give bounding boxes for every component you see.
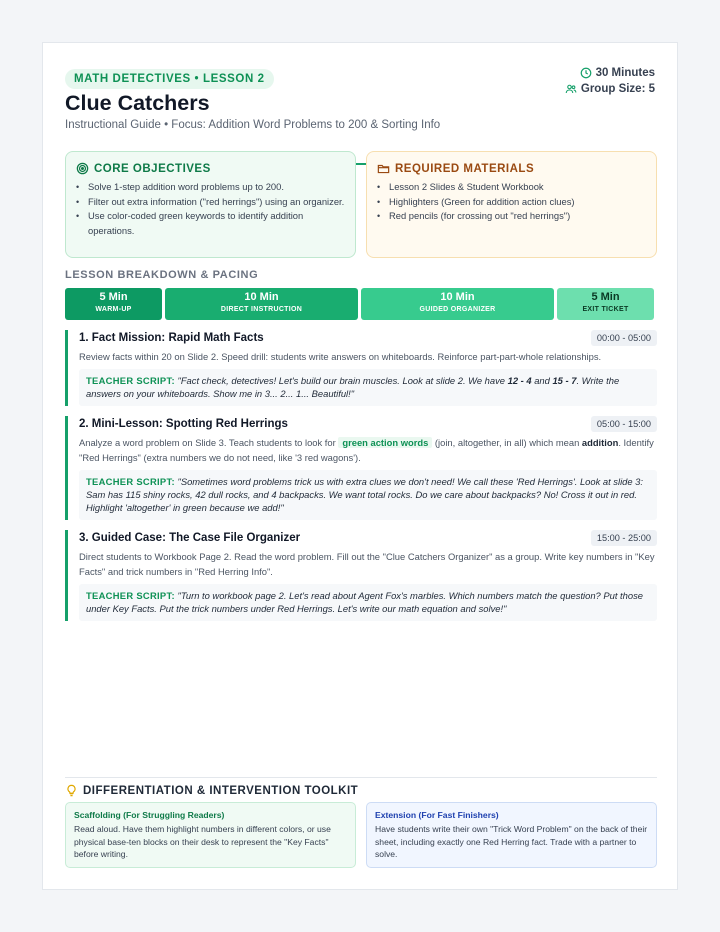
materials-heading [377,162,646,175]
step-title: 1. Fact Mission: Rapid Math Facts [79,332,264,344]
scaffolding-card [65,802,356,868]
page-title: Clue Catchers [65,91,210,115]
script-emphasis: 12 - 4 [507,375,532,386]
group-size-text: Group Size: 5 [580,83,655,95]
objectives-card [65,151,356,258]
folder-icon [377,162,390,175]
pacing-label: LESSON BREAKDOWN & PACING [65,269,259,281]
desc-text: (join, altogether, in all) which mean [432,437,582,448]
pacing-segment-direct-instruction [165,288,358,320]
teacher-script [79,369,657,406]
segment-minutes: 10 Min [440,291,475,303]
step-title: 2. Mini-Lesson: Spotting Red Herrings [79,418,288,430]
objectives-list [76,180,345,238]
step-mini-lesson [65,416,657,520]
objectives-title: CORE OBJECTIVES [94,162,211,175]
script-label: TEACHER SCRIPT: [86,375,175,386]
script-text: "Fact check, detectives! Let's build our brain muscles. Look at slide 2. We have [177,375,508,386]
group-size-row [565,81,655,97]
objectives-materials [65,151,657,258]
duration-text: 30 Minutes [595,67,655,79]
target-icon [76,162,89,175]
extension-card [366,802,657,868]
lesson-meta [565,65,655,97]
desc-text: . Identify "Red Herrings" (extra numbers we do not need, like '3 red wagons'). [79,437,654,463]
time-badge: 15:00 - 25:00 [591,530,657,546]
pacing-segment-guided-organizer [361,288,554,320]
desc-text: Analyze a word problem on Slide 3. Teach students to look for [79,437,339,448]
segment-label: EXIT TICKET [582,306,629,313]
series-pill: MATH DETECTIVES • LESSON 2 [65,69,274,89]
script-label: TEACHER SCRIPT: [86,476,175,487]
list-item: • Lesson 2 Slides & Student Workbook [377,180,646,195]
list-item: • Red pencils (for crossing out "red herrings") [377,209,646,224]
materials-card [366,151,657,258]
segment-label: WARM-UP [95,306,132,313]
segment-label: DIRECT INSTRUCTION [220,306,303,313]
step-fact-mission [65,330,657,406]
scaffolding-title: Scaffolding (For Struggling Readers) [74,810,225,820]
pacing-segment-exit-ticket [557,288,654,320]
lesson-plan-page [42,42,678,890]
extension-body: Have students write their own "Trick Word Problem" on the back of their sheet, including exactly one Red Herring fact. Trade with a partner to solve. [375,824,648,859]
step-header [79,416,657,433]
script-text: "Turn to workbook page 2. Let's read about Agent Fox's marbles. Which numbers match the question? Put those under Key Facts. Put the trick numbers under Red Herrings. Let's write our math equation and solve!" [86,590,643,614]
list-item: • Use color-coded green keywords to identify addition operations. [76,209,345,238]
pacing-segment-warm-up [65,288,162,320]
teacher-script [79,584,657,621]
materials-title: REQUIRED MATERIALS [395,162,535,175]
step-description: Review facts within 20 on Slide 2. Speed drill: students write answers on whiteboards. Reinforce part-part-whole relationships. [79,351,602,362]
toolkit-divider [65,777,657,778]
duration-row [565,65,655,81]
step-guided-case [65,530,657,621]
materials-list [377,180,646,224]
scaffolding-body: Read aloud. Have them highlight numbers in different colors, or use physical base-ten blocks on their desk to represent the "Key Facts" before writing. [74,824,331,859]
script-emphasis: 15 - 7 [552,375,577,386]
segment-minutes: 5 Min [99,291,128,303]
page-subtitle: Instructional Guide • Focus: Addition Word Problems to 200 & Sorting Info [65,119,441,131]
list-item: • Solve 1-step addition word problems up to 200. [76,180,345,195]
time-badge: 00:00 - 05:00 [591,330,657,346]
keyword-highlight: green action words [338,437,432,448]
script-text: . Write the answers on your whiteboards. Show me in 3... 2... 1... Beautiful!" [86,375,620,399]
script-label: TEACHER SCRIPT: [86,590,175,601]
step-description [79,435,657,465]
segment-label: GUIDED ORGANIZER [419,306,496,313]
clock-icon [580,67,592,79]
list-item: • Highlighters (Green for addition action clues) [377,195,646,210]
objectives-heading [76,162,345,175]
lightbulb-icon [65,784,78,797]
step-title: 3. Guided Case: The Case File Organizer [79,532,301,544]
step-description: Direct students to Workbook Page 2. Read the word problem. Fill out the "Clue Catchers Organizer" as a group. Write key numbers in "Key Facts" and trick numbers in "Red Herring Info". [79,551,655,577]
toolkit-title: DIFFERENTIATION & INTERVENTION TOOLKIT [83,784,359,797]
toolkit-heading [65,784,358,797]
list-item: • Filter out extra information ("red herrings") using an organizer. [76,195,345,210]
time-badge: 05:00 - 15:00 [591,416,657,432]
step-header [79,530,657,547]
segment-minutes: 10 Min [244,291,279,303]
teacher-script [79,470,657,520]
extension-title: Extension (For Fast Finishers) [375,810,499,820]
lesson-steps [65,330,657,631]
desc-emphasis: addition [581,437,619,448]
users-icon [565,83,577,95]
segment-minutes: 5 Min [591,291,620,303]
script-text: "Sometimes word problems trick us with extra clues we don't need! We call these 'Red Herrings'. Look at slide 3: Sam has 115 shiny rocks, 42 dull rocks, and 4 backpacks. We want total rocks. Do we care about backpacks? No! Cross it out in red. Highlight 'altogether' in green because we add!" [86,476,643,513]
script-text: and [531,375,553,386]
step-header [79,330,657,347]
pacing-bar [65,288,657,320]
